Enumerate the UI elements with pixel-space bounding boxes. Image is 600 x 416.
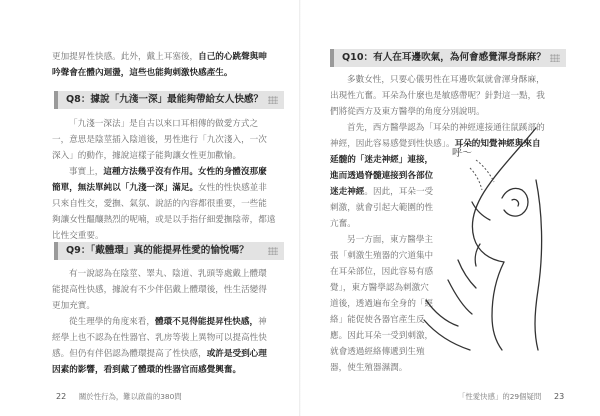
- text-line: 「九淺一深法」是自古以來口耳相傳的做愛方式之: [69, 119, 259, 129]
- text-line: 多數女性，只要心儀男性在耳邊吹氣就會渾身酥麻，: [347, 75, 545, 85]
- question-title: Q10：有人在耳邊吹氣，為何會感覺渾身酥麻？: [342, 52, 546, 63]
- text-line: 另一方面，東方醫學主: [347, 235, 433, 245]
- question-header-q9: [54, 242, 284, 260]
- q8-answer: [52, 116, 286, 244]
- text-line: 亢奮。: [330, 219, 356, 229]
- text-line: 因素的影響，看到戴了體環的性器官而感覺興奮。: [52, 365, 242, 375]
- q9-answer: [52, 266, 286, 378]
- text-line: 覺」，東方醫學認為刺激穴: [330, 283, 429, 293]
- speech-text: 呼～: [452, 148, 472, 159]
- question-title: Q8：據說「九淺一深」最能夠帶給女人快感？: [66, 94, 264, 105]
- question-title: Q9：「戴體環」真的能提昇性愛的愉悅嗎？: [66, 245, 249, 256]
- text-line: 道後，透過遍布全身的「經: [330, 299, 434, 309]
- text-line: 能提高性快感，據說有不少伴侶戴上體環後，性生活變得: [52, 285, 267, 295]
- text-line: 一，意思是陰莖插入陰道後，男性進行「九次淺入，一次: [52, 135, 267, 145]
- text-line: 感。但仍有伴侶認為體環提高了性快感，或許是受到心理: [52, 349, 267, 359]
- text-line: 器，使生殖器濕潤。: [330, 363, 408, 373]
- text-line: 們將從西方及東方醫學的角度分別說明。: [330, 107, 485, 117]
- text-line: 出現性亢奮。耳朵為什麼也是敏感帶呢？針對這一點，我: [330, 91, 545, 101]
- text-line: 張「刺激生殖器的穴道集中: [330, 251, 434, 261]
- book-title: 關於性行為，難以啟齒的380問: [78, 392, 182, 401]
- text-line: 就會透過經絡傳遞到生殖: [330, 347, 425, 357]
- text-line: 在耳朵部位，因此容易有感: [330, 267, 434, 277]
- right-footer: [458, 391, 564, 402]
- text-line: 絡」能促使各器官產生反: [330, 315, 425, 325]
- text-line: 只來自性交，愛撫、氣氛、說話的內容都很重要，一些能: [52, 199, 267, 209]
- text-line: 有一說認為在陰莖、睪丸、陰道、乳頭等處戴上體環: [69, 269, 267, 279]
- text-line: 首先，西方醫學認為「耳朵的神經連接通往鼠蹊部的: [347, 123, 545, 133]
- text-line: 進而透過脊髓連接到各部位: [330, 171, 434, 181]
- left-footer: [56, 391, 182, 402]
- text-line: 從生理學的角度來看，體環不見得能提昇性快感，神: [69, 317, 267, 327]
- dots-pattern-icon: [550, 54, 560, 62]
- text-line: 延髓的「迷走神經」連接，: [330, 155, 434, 165]
- text-line: 刺激，就會引起大範圍的性: [330, 203, 434, 213]
- page-number: 22: [56, 392, 67, 401]
- intro-paragraph: [52, 49, 284, 81]
- book-section-title: 「性愛快感」的29個疑問: [458, 392, 542, 401]
- text-line: 吟聲會在體內迴盪，這些也能夠刺激快感產生。: [52, 68, 233, 78]
- text-line: 夠讓女性醞釀熱烈的呢喃，或是以手指仔細愛撫陰蒂，都遠: [52, 215, 276, 225]
- text-line: 經學上也不認為在性器官、乳房等裝上異物可以提高性快: [52, 333, 267, 343]
- text-line: 簡單，無法單純以「九淺一深」滿足。女性的性快感並非: [52, 183, 267, 193]
- text-line: 更加提昇性快感。此外，戴上耳塞後，自己的心跳聲與呻: [52, 52, 267, 62]
- dots-pattern-icon: [268, 96, 278, 104]
- text-line: 比性交重要。: [52, 231, 104, 241]
- text-line: 更加充實。: [52, 301, 95, 311]
- text-line: 深入」的動作，據說這樣子能夠讓女性更加歡愉。: [52, 151, 242, 161]
- question-header-q10: [330, 49, 566, 67]
- woman-ear-blow-illustration: [418, 120, 560, 352]
- text-line: 事實上，這種方法幾乎沒有作用。女性的身體沒那麼: [69, 167, 267, 177]
- dots-pattern-icon: [268, 247, 278, 255]
- text-line: 迷走神經。因此，耳朵一受: [330, 187, 434, 197]
- text-line: 神經，因此容易感覺到性快感」。耳朵的知覺神經與來自: [330, 139, 541, 149]
- page-number: 23: [554, 392, 565, 401]
- question-header-q8: [54, 91, 284, 109]
- text-line: 應。因此耳朵一受到刺激，: [330, 331, 434, 341]
